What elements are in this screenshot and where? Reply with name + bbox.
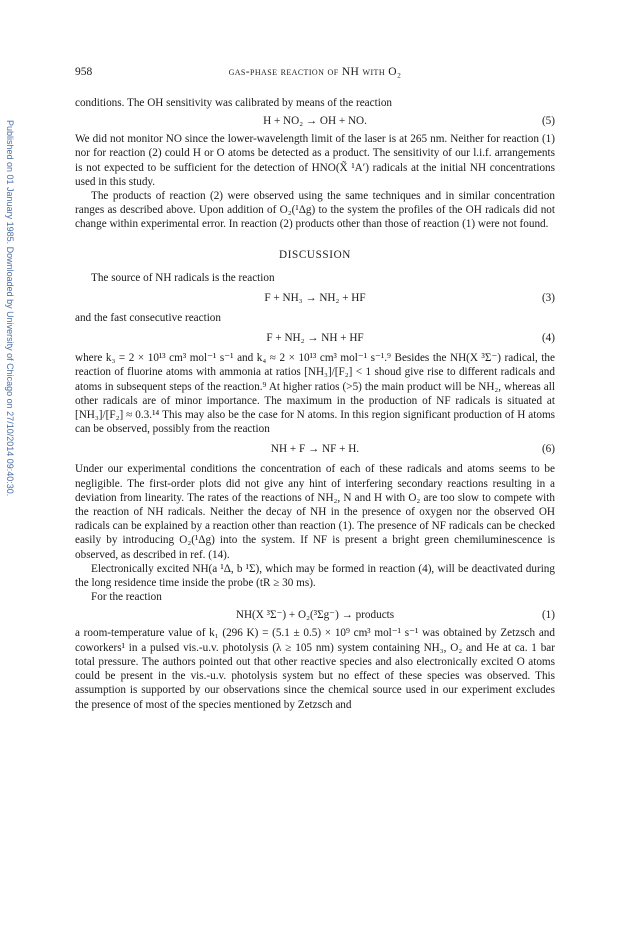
paragraph-conditions-intro: conditions. The OH sensitivity was calibrated by means of the reaction	[75, 97, 393, 109]
paragraph-excited: Electronically excited NH(a ¹Δ, b ¹Σ), which may be formed in reaction (4), will be deactivated during the long residence time inside the probe (tR ≥ 30 ms).	[75, 562, 555, 590]
download-watermark	[3, 120, 17, 590]
equation-3	[75, 290, 555, 306]
paragraph-fast: and the fast consecutive reaction	[75, 312, 221, 325]
paragraph-rates: where k₃ = 2 × 10¹³ cm³ mol⁻¹ s⁻¹ and k₄ ≈ 2 × 10¹³ cm³ mol⁻¹ s⁻¹.⁹ Besides the NH(X ³Σ⁻) radical, the reaction of fluorine atoms with ammonia at ratios [NH₃]/[F₂] < 1 shoud give rise to different radicals and atoms in subsequent steps of the reaction.⁹ At higher ratios (>5) the main product will be NH₂, whereas all other radicals are of minor importance. The maximum in the production of NF radicals is situated at [NH₃]/[F₂] ≈ 0.3.¹⁴ This may also be the case for N atoms. In this region significant production of H atoms can be observed, possibly from the reaction	[75, 352, 555, 436]
equation-1	[75, 607, 555, 623]
running-title: gas-phase reaction of NH with O₂	[228, 66, 402, 78]
equation-expression: F + NH₂ → NH + HF	[266, 332, 364, 345]
page-number: 958	[75, 66, 93, 78]
equation-number: (4)	[541, 332, 555, 345]
equation-expression: NH(X ³Σ⁻) + O₂(³Σg⁻) → products	[235, 609, 395, 622]
equation-number: (5)	[541, 115, 555, 128]
running-head	[75, 66, 555, 82]
equation-expression: F + NH₃ → NH₂ + HF	[264, 292, 366, 305]
paragraph-source: The source of NH radicals is the reaction	[91, 271, 275, 284]
equation-number: (6)	[541, 443, 555, 456]
equation-number: (1)	[541, 609, 555, 622]
equation-6	[75, 441, 555, 457]
equation-4	[75, 330, 555, 346]
paragraph-for: For the reaction	[91, 591, 162, 604]
equation-expression: H + NO₂ → OH + NO.	[263, 115, 367, 128]
equation-expression: NH + F → NF + H.	[270, 443, 360, 456]
equation-number: (3)	[541, 292, 555, 305]
download-watermark-text: Published on 01 January 1985. Downloaded by University of Chicago on 27/10/2014 09:40:30.	[5, 120, 15, 497]
body-text	[75, 96, 555, 712]
paragraph-monitor: We did not monitor NO since the lower-wavelength limit of the laser is at 265 nm. Neither for reaction (1) nor for reaction (2) could H or O atoms be detected as a product. The sensitivity of our l.i.f. arrangements is not expected to be sufficient for the detection of HNO(X̃ ¹A′) radicals at the initial NH concentrations used in this study.	[75, 133, 555, 188]
section-heading: DISCUSSION	[279, 248, 351, 261]
paragraph-conditions: Under our experimental conditions the concentration of each of these radicals and atoms seems to be negligible. The first-order plots did not give any hint of interfering secondary reactions resulting in a deviation from linearity. The rates of the reactions of NH₂, N and H with O₂ are too slow to compete with the reaction of NH radicals. Neither the decay of NH in the presence of oxygen nor the observed OH radicals can be explained by a reaction other than reaction (1). The presence of NF radicals can be checked easily by introducing O₂(¹Δg) into the system. If NF is present a bright green chemiluminescence is observed, as described in ref. (14).	[75, 463, 555, 561]
equation-5	[75, 113, 555, 129]
paragraph-products: The products of reaction (2) were observed using the same techniques and in similar concentration ranges as described above. Upon addition of O₂(¹Δg) to the system the profiles of the OH radicals did not change within experimental error. In reaction (2) products other than those of reaction (1) were not found.	[75, 190, 555, 231]
paragraph-final: a room-temperature value of k₁ (296 K) = (5.1 ± 0.5) × 10⁹ cm³ mol⁻¹ s⁻¹ was obtained by Zetzsch and coworkers¹ in a pulsed vis.-u.v. photolysis (λ ≥ 105 nm) system containing NH₃, O₂ and He at ca. 1 bar total pressure. The authors pointed out that other reactive species and also electronically excited O atoms could be present in the vis.-u.v. photolysis system but no effect of these species was observed. This assumption is supported by our observations since the chemical source used in our experiment excludes the presence of most of the species mentioned by Zetzsch and	[75, 627, 555, 711]
